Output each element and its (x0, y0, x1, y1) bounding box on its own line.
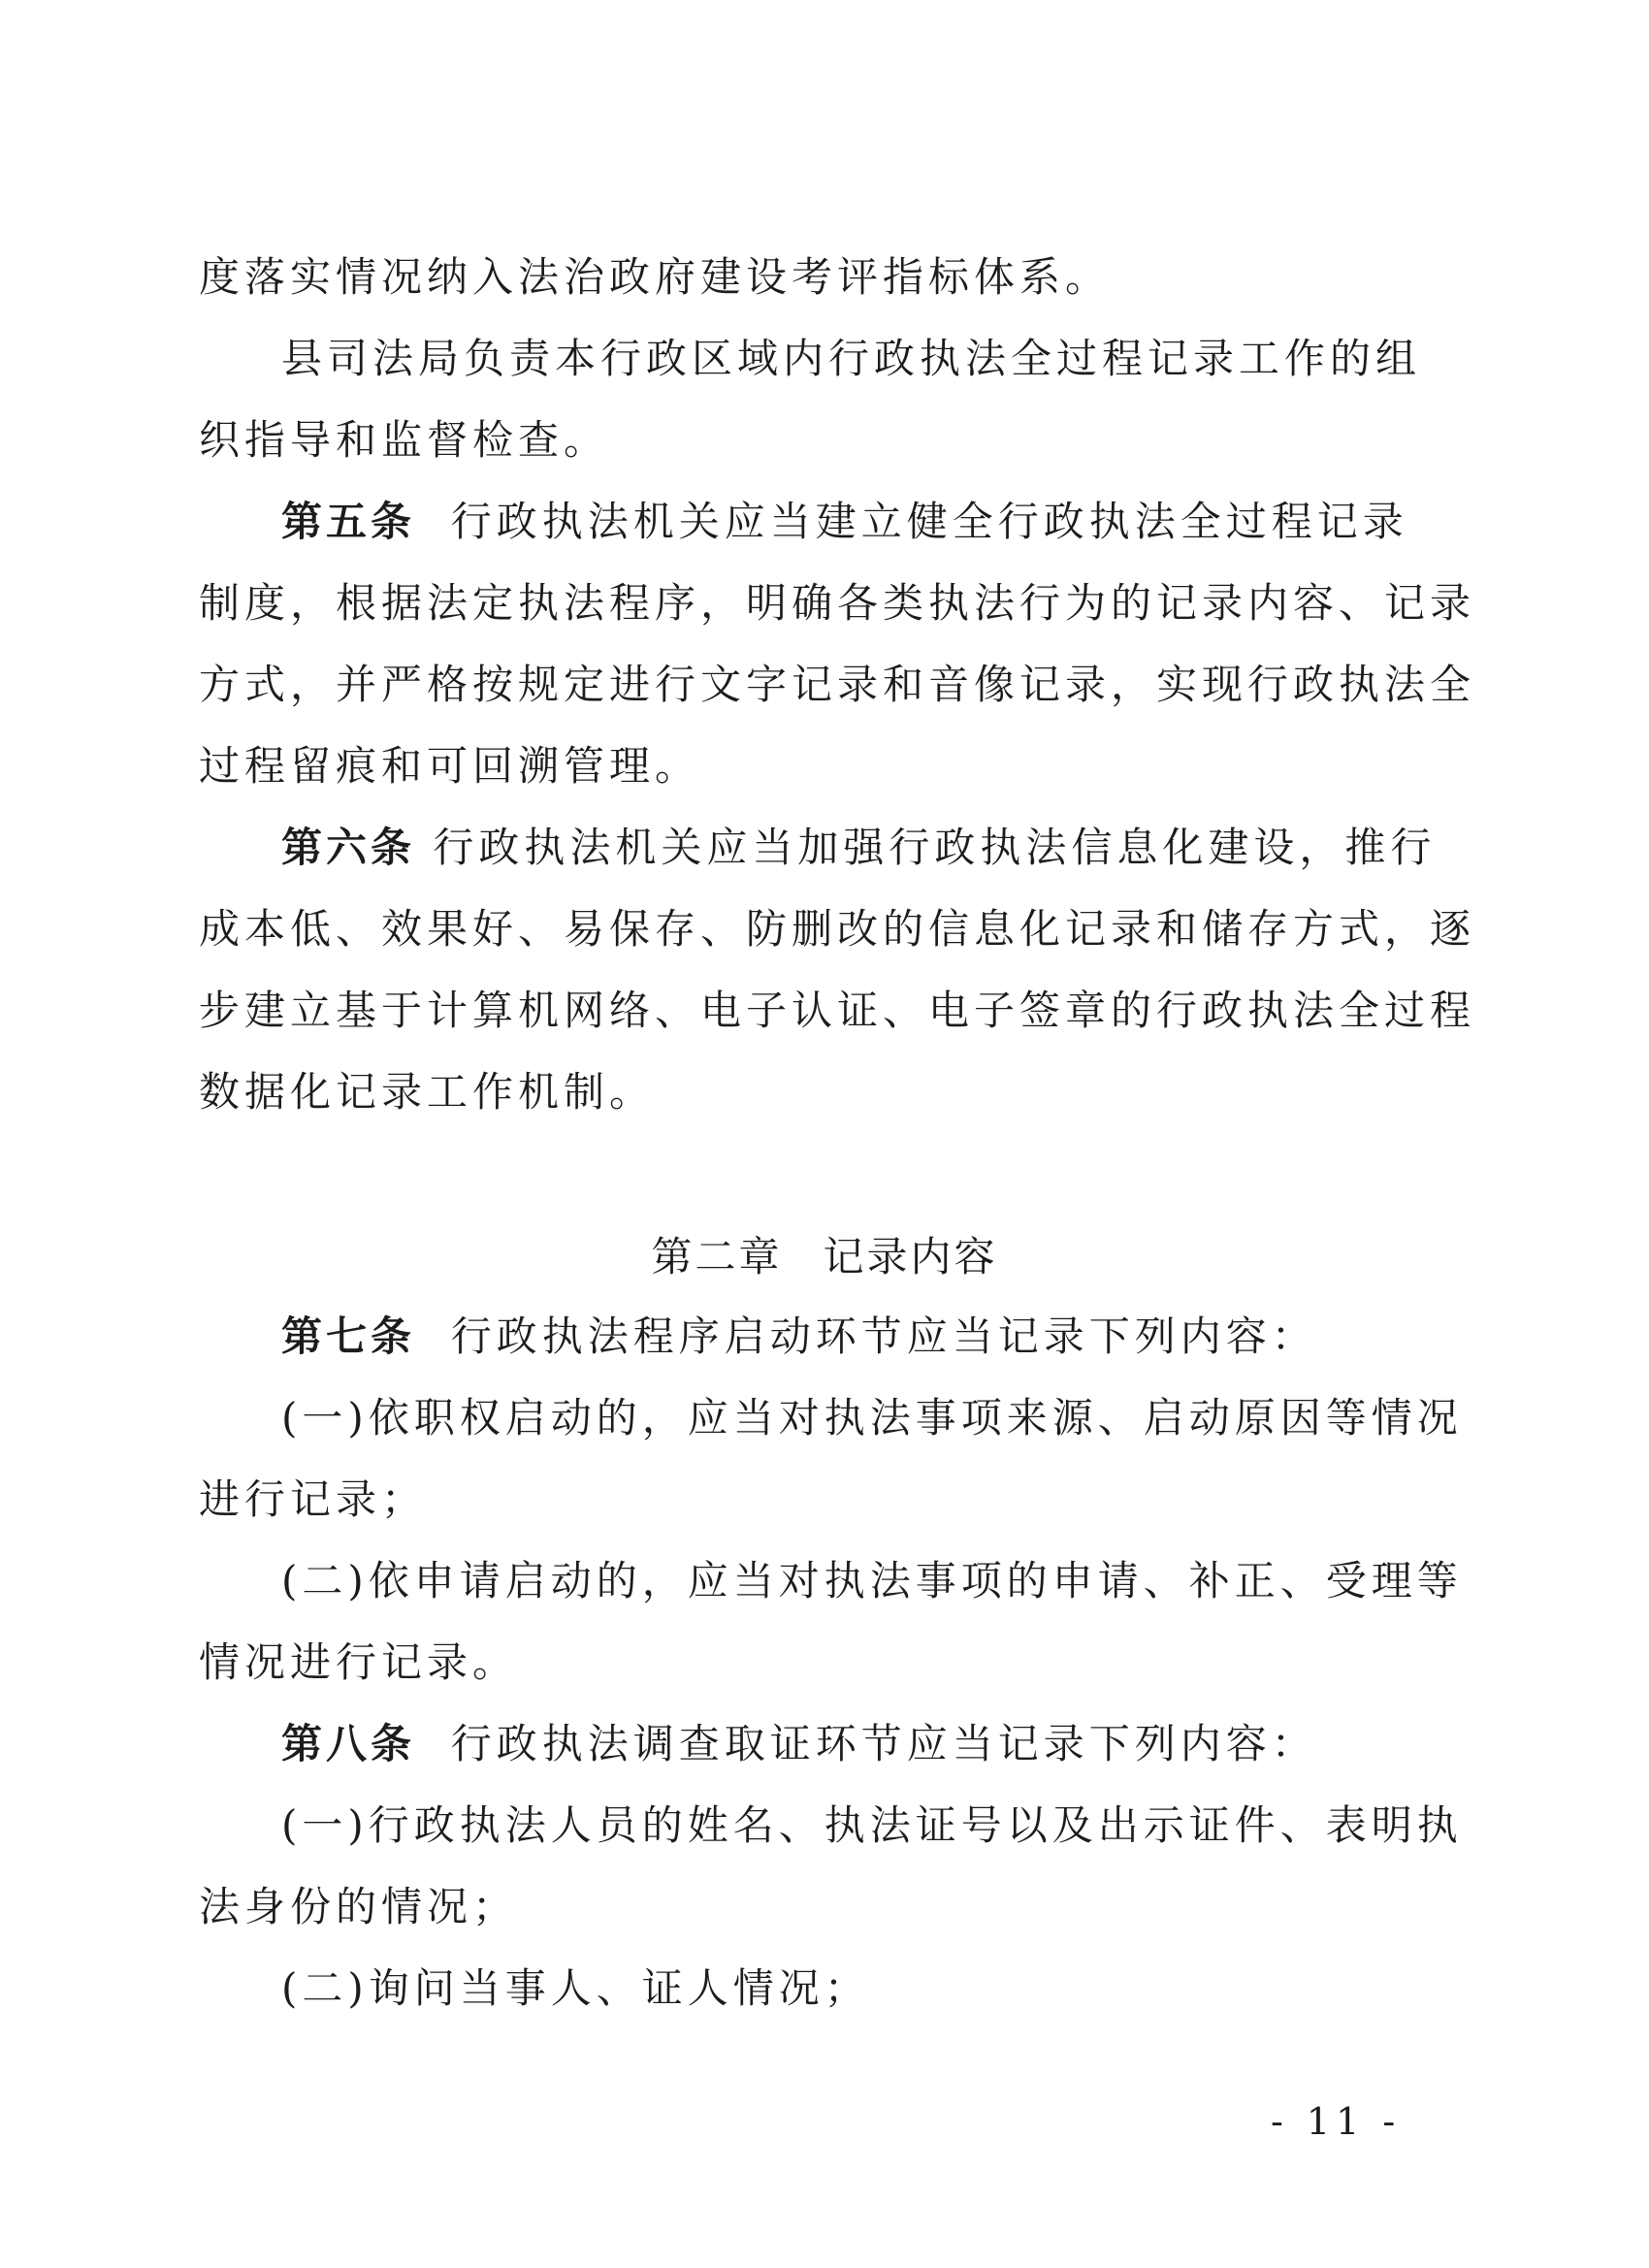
text-line: (一)依职权启动的，应当对执法事项来源、启动原因等情况 (281, 1394, 1463, 1442)
text-line: 过程留痕和可回溯管理。 (199, 742, 701, 790)
article-label: 第七条 (281, 1312, 416, 1360)
text-line: 方式，并严格按规定进行文字记录和音像记录，实现行政执法全 (199, 661, 1476, 708)
chapter-number: 第二章 (651, 1233, 783, 1280)
text-line: 成本低、效果好、易保存、防删改的信息化记录和储存方式，逐 (199, 905, 1476, 953)
text-line: 情况进行记录。 (199, 1638, 519, 1686)
text-line: (二)依申请启动的，应当对执法事项的申请、补正、受理等 (281, 1557, 1463, 1604)
text-line: 县司法局负责本行政区域内行政执法全过程记录工作的组 (281, 335, 1422, 382)
chapter-heading (0, 1230, 1649, 1284)
chapter-title: 记录内容 (823, 1233, 998, 1280)
article-label: 第六条 (281, 824, 416, 871)
text-line: 步建立基于计算机网络、电子认证、电子签章的行政执法全过程 (199, 987, 1476, 1034)
text-line: (一)行政执法人员的姓名、执法证号以及出示证件、表明执 (281, 1801, 1463, 1849)
text-line: 数据化记录工作机制。 (199, 1068, 656, 1116)
article-6-line: 第六条 行政执法机关应当加强行政执法信息化建设，推行 (281, 824, 1437, 871)
article-7-line: 第七条 行政执法程序启动环节应当记录下列内容： (281, 1312, 1317, 1360)
text-line: 度落实情况纳入法治政府建设考评指标体系。 (199, 253, 1112, 301)
article-8-line: 第八条 行政执法调查取证环节应当记录下列内容： (281, 1720, 1317, 1767)
article-label: 第八条 (281, 1720, 416, 1767)
text-line: 法身份的情况； (199, 1883, 519, 1930)
text-line: 织指导和监督检查。 (199, 416, 610, 464)
page-number: - 11 - (1271, 2100, 1402, 2143)
article-label: 第五条 (281, 498, 416, 545)
text-line: 制度，根据法定执法程序，明确各类执法行为的记录内容、记录 (199, 579, 1476, 627)
text-line: 进行记录； (199, 1475, 428, 1523)
article-5-line: 第五条 行政执法机关应当建立健全行政执法全过程记录 (281, 498, 1408, 545)
text-line: (二)询问当事人、证人情况； (281, 1964, 870, 2012)
